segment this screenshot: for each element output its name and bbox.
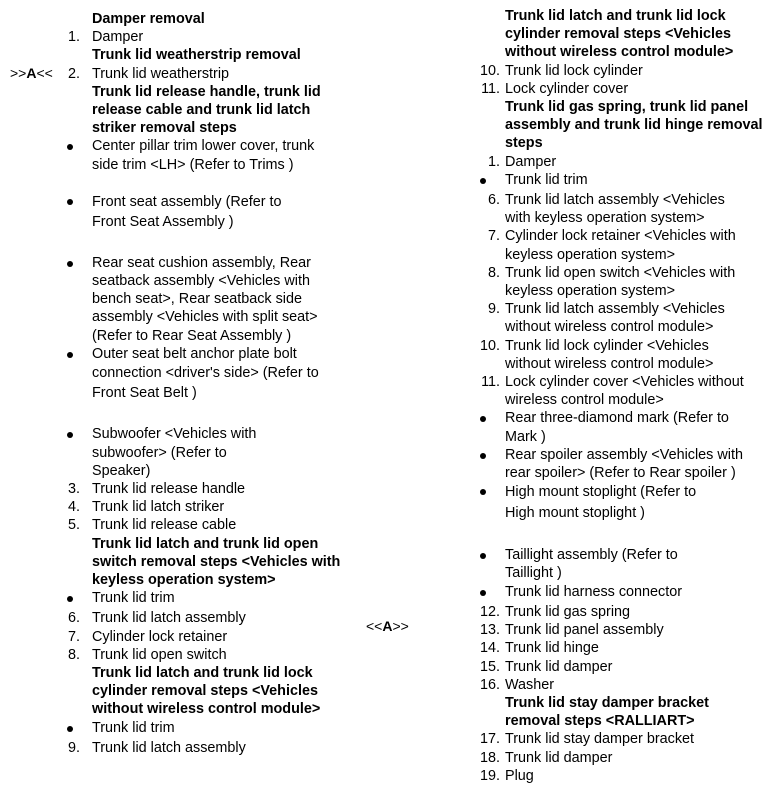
bullet-icon — [480, 553, 486, 559]
bullet-item: Outer seat belt anchor plate bolt connection <driver's side> (Refer to Front Seat Belt ) — [0, 345, 360, 404]
right-column — [412, 0, 766, 784]
list-item: 18. Trunk lid damper — [479, 749, 613, 766]
bullet-item: Subwoofer <Vehicles with subwoofer> (Refer to Speaker) — [0, 425, 360, 480]
bullet-icon — [480, 416, 486, 422]
bullet-icon — [67, 261, 73, 267]
list-item: 5. Trunk lid release cable — [67, 517, 237, 534]
section-heading: Trunk lid latch and trunk lid lock cylinder removal steps <Vehicles without wireless control module> — [92, 664, 321, 718]
list-item: 11. Lock cylinder cover — [481, 80, 629, 97]
bullet-item: Rear three-diamond mark (Refer to Mark ) — [412, 409, 766, 445]
list-item: 1. Damper — [67, 29, 144, 46]
left-column — [0, 0, 360, 756]
section-heading: Trunk lid latch and trunk lid open switch removal steps <Vehicles with keyless operation system> — [92, 535, 341, 588]
bullet-icon — [480, 590, 486, 596]
list-item: 1. Damper — [487, 153, 557, 170]
list-item: 9. Trunk lid latch assembly <Vehicles without wireless control module> — [487, 301, 725, 336]
list-item: 10. Trunk lid lock cylinder — [479, 62, 643, 79]
list-item: 8. Trunk lid open switch — [67, 646, 227, 663]
bullet-item: Rear spoiler assembly <Vehicles with rear spoiler> (Refer to Rear spoiler ) — [412, 446, 766, 482]
bullet-item: Trunk lid trim — [412, 171, 766, 189]
list-item: 19. Plug — [479, 767, 534, 784]
bullet-item: Trunk lid trim — [0, 589, 360, 607]
section-heading: Trunk lid weatherstrip removal — [92, 47, 301, 64]
bullet-icon — [67, 199, 73, 205]
section-heading: Trunk lid stay damper bracket removal steps <RALLIART> — [505, 694, 709, 730]
list-item: 11. Lock cylinder cover <Vehicles without wireless control module> — [481, 374, 744, 409]
bullet-icon — [480, 453, 486, 459]
list-item: 17. Trunk lid stay damper bracket — [479, 731, 695, 748]
list-item: 7. Cylinder lock retainer — [67, 628, 228, 645]
list-item: 13. Trunk lid panel assembly — [479, 622, 664, 639]
reference-marker-left: >>A<< — [10, 65, 53, 81]
bullet-icon — [480, 489, 486, 495]
reference-marker-right: <<A>> — [366, 618, 409, 634]
bullet-icon — [67, 726, 73, 732]
bullet-item: Trunk lid trim — [0, 719, 360, 737]
bullet-icon — [480, 178, 486, 184]
list-item: 2. Trunk lid weatherstrip — [67, 65, 230, 82]
list-item: 6. Trunk lid latch assembly — [67, 610, 246, 627]
list-item: 16. Washer — [479, 676, 555, 693]
list-item: 4. Trunk lid latch striker — [67, 499, 225, 516]
bullet-item: Front seat assembly (Refer to Front Seat Assembly ) — [0, 192, 360, 232]
bullet-icon — [67, 596, 73, 602]
list-item: 7. Cylinder lock retainer <Vehicles with keyless operation system> — [487, 228, 736, 263]
list-item: 9. Trunk lid latch assembly — [67, 739, 246, 756]
bullet-item: Trunk lid harness connector — [412, 583, 766, 601]
section-heading: Trunk lid release handle, trunk lid release cable and trunk lid latch striker removal steps — [92, 83, 321, 137]
bullet-item: Center pillar trim lower cover, trunk side trim <LH> (Refer to Trims ) — [0, 137, 360, 173]
section-heading: Trunk lid latch and trunk lid lock cylinder removal steps <Vehicles without wireless control module> — [505, 8, 734, 61]
bullet-item: Rear seat cushion assembly, Rear seatback assembly <Vehicles with bench seat>, Rear seatback side assembly <Vehicles with split seat> (Refer to Rear Seat Assembly ) — [0, 254, 360, 345]
list-item: 6. Trunk lid latch assembly <Vehicles with keyless operation system> — [487, 192, 725, 227]
bullet-item: High mount stoplight (Refer to High mount stoplight ) — [412, 482, 766, 523]
list-item: 10. Trunk lid lock cylinder <Vehicles without wireless control module> — [479, 337, 714, 372]
bullet-icon — [67, 432, 73, 438]
section-heading: Trunk lid gas spring, trunk lid panel assembly and trunk lid hinge removal steps — [505, 99, 763, 152]
bullet-icon — [67, 144, 73, 150]
list-item: 15. Trunk lid damper — [479, 658, 613, 675]
list-item: 12. Trunk lid gas spring — [479, 603, 631, 620]
section-heading: Damper removal — [92, 11, 205, 27]
list-item: 14. Trunk lid hinge — [479, 640, 599, 657]
list-item: 8. Trunk lid open switch <Vehicles with keyless operation system> — [487, 264, 736, 300]
list-item: 3. Trunk lid release handle — [67, 480, 246, 497]
bullet-item: Taillight assembly (Refer to Taillight ) — [412, 546, 766, 582]
bullet-icon — [67, 352, 73, 358]
